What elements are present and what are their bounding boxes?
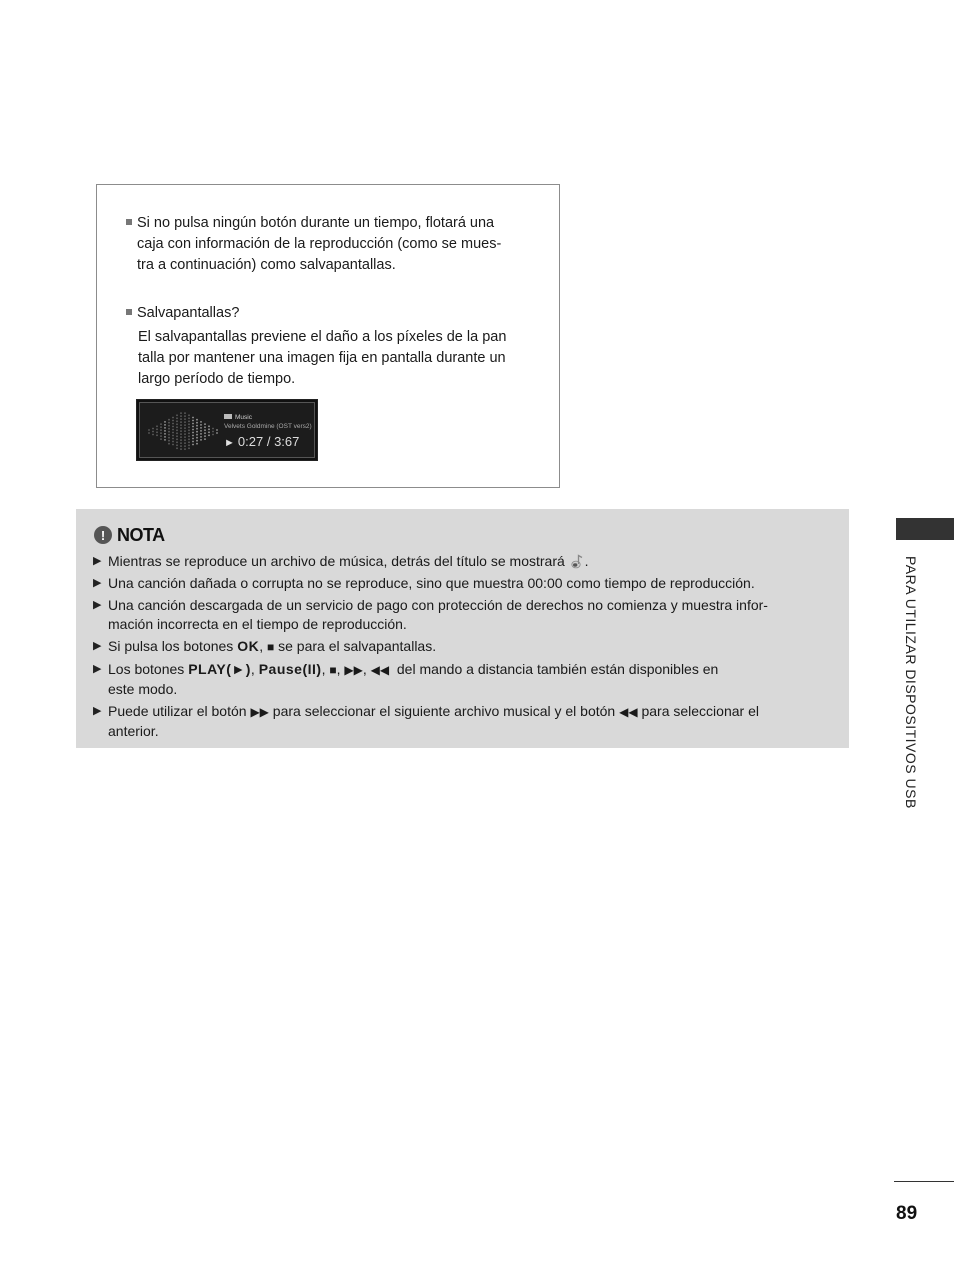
play-key-label: PLAY(►) <box>188 661 251 677</box>
arrow-bullet-icon: ▶ <box>93 599 102 611</box>
osd-track-title: Velvets Goldmine (OST vers2) <box>224 423 312 430</box>
note-header <box>94 524 165 546</box>
page-number-rule <box>894 1181 954 1182</box>
audio-visualizer-icon <box>146 408 220 456</box>
arrow-bullet-icon: ▶ <box>93 663 102 675</box>
list-item: ▶ Una canción dañada o corrupta no se reproduce, sino que muestra 00:00 como tiempo de reproducción. <box>93 575 755 591</box>
arrow-bullet-icon: ▶ <box>93 705 102 717</box>
chapter-tab-marker <box>896 518 954 540</box>
square-bullet-icon <box>126 309 132 315</box>
play-icon: ► <box>224 437 235 449</box>
arrow-bullet-icon: ▶ <box>93 640 102 652</box>
stop-icon: ■ <box>329 663 337 677</box>
info-box <box>96 184 560 488</box>
arrow-bullet-icon: ▶ <box>93 555 102 567</box>
info-paragraph: Si no pulsa ningún botón durante un tiempo, flotará una caja con información de la reproducción (como se mues- tra a continuación) como salvapantallas. <box>126 213 526 276</box>
screensaver-heading: Salvapantallas? <box>126 303 239 324</box>
fast-forward-icon: ▶▶ <box>344 663 363 677</box>
note-title: NOTA <box>117 524 165 545</box>
music-note-icon <box>569 553 585 569</box>
fast-forward-icon: ▶▶ <box>250 705 269 719</box>
music-note-icon <box>224 414 232 419</box>
ok-key-label: OK <box>237 638 260 654</box>
page-number: 89 <box>896 1203 918 1224</box>
list-item: ▶ Si pulsa los botones OK, ■ se para el salvapantallas. <box>93 638 437 654</box>
arrow-bullet-icon: ▶ <box>93 577 102 589</box>
list-item: ▶ Puede utilizar el botón ▶▶ para seleccionar el siguiente archivo musical y el botón ◀◀ para seleccionar el anterior. <box>93 703 759 739</box>
note-panel <box>76 509 849 748</box>
chapter-label: PARA UTILIZAR DISPOSITIVOS USB <box>903 556 919 809</box>
stop-icon: ■ <box>266 640 275 654</box>
pause-key-label: Pause(II) <box>258 661 322 677</box>
list-item: ▶ Una canción descargada de un servicio de pago con protección de derechos no comienza y muestra infor- mación incorrecta en el tiempo de reproducción. <box>93 597 768 632</box>
osd-playback-time: ► 0:27 / 3:67 <box>224 434 300 449</box>
rewind-icon: ◀◀ <box>370 663 390 677</box>
screensaver-description: El salvapantallas previene el daño a los píxeles de la pan talla por mantener una imagen fija en pantalla durante un largo período de tiempo. <box>138 329 507 387</box>
list-item: ▶ Los botones PLAY(►), Pause(II), ■, ▶▶, ◀◀ del mando a distancia también están disponibles en este modo. <box>93 661 719 697</box>
square-bullet-icon <box>126 219 132 225</box>
screensaver-osd <box>136 399 318 461</box>
list-item: ▶ Mientras se reproduce un archivo de música, detrás del título se mostrará . <box>93 553 589 569</box>
rewind-icon: ◀◀ <box>619 705 638 719</box>
osd-category: Music <box>224 414 252 422</box>
exclamation-icon: ! <box>94 526 112 544</box>
note-list <box>93 552 833 744</box>
